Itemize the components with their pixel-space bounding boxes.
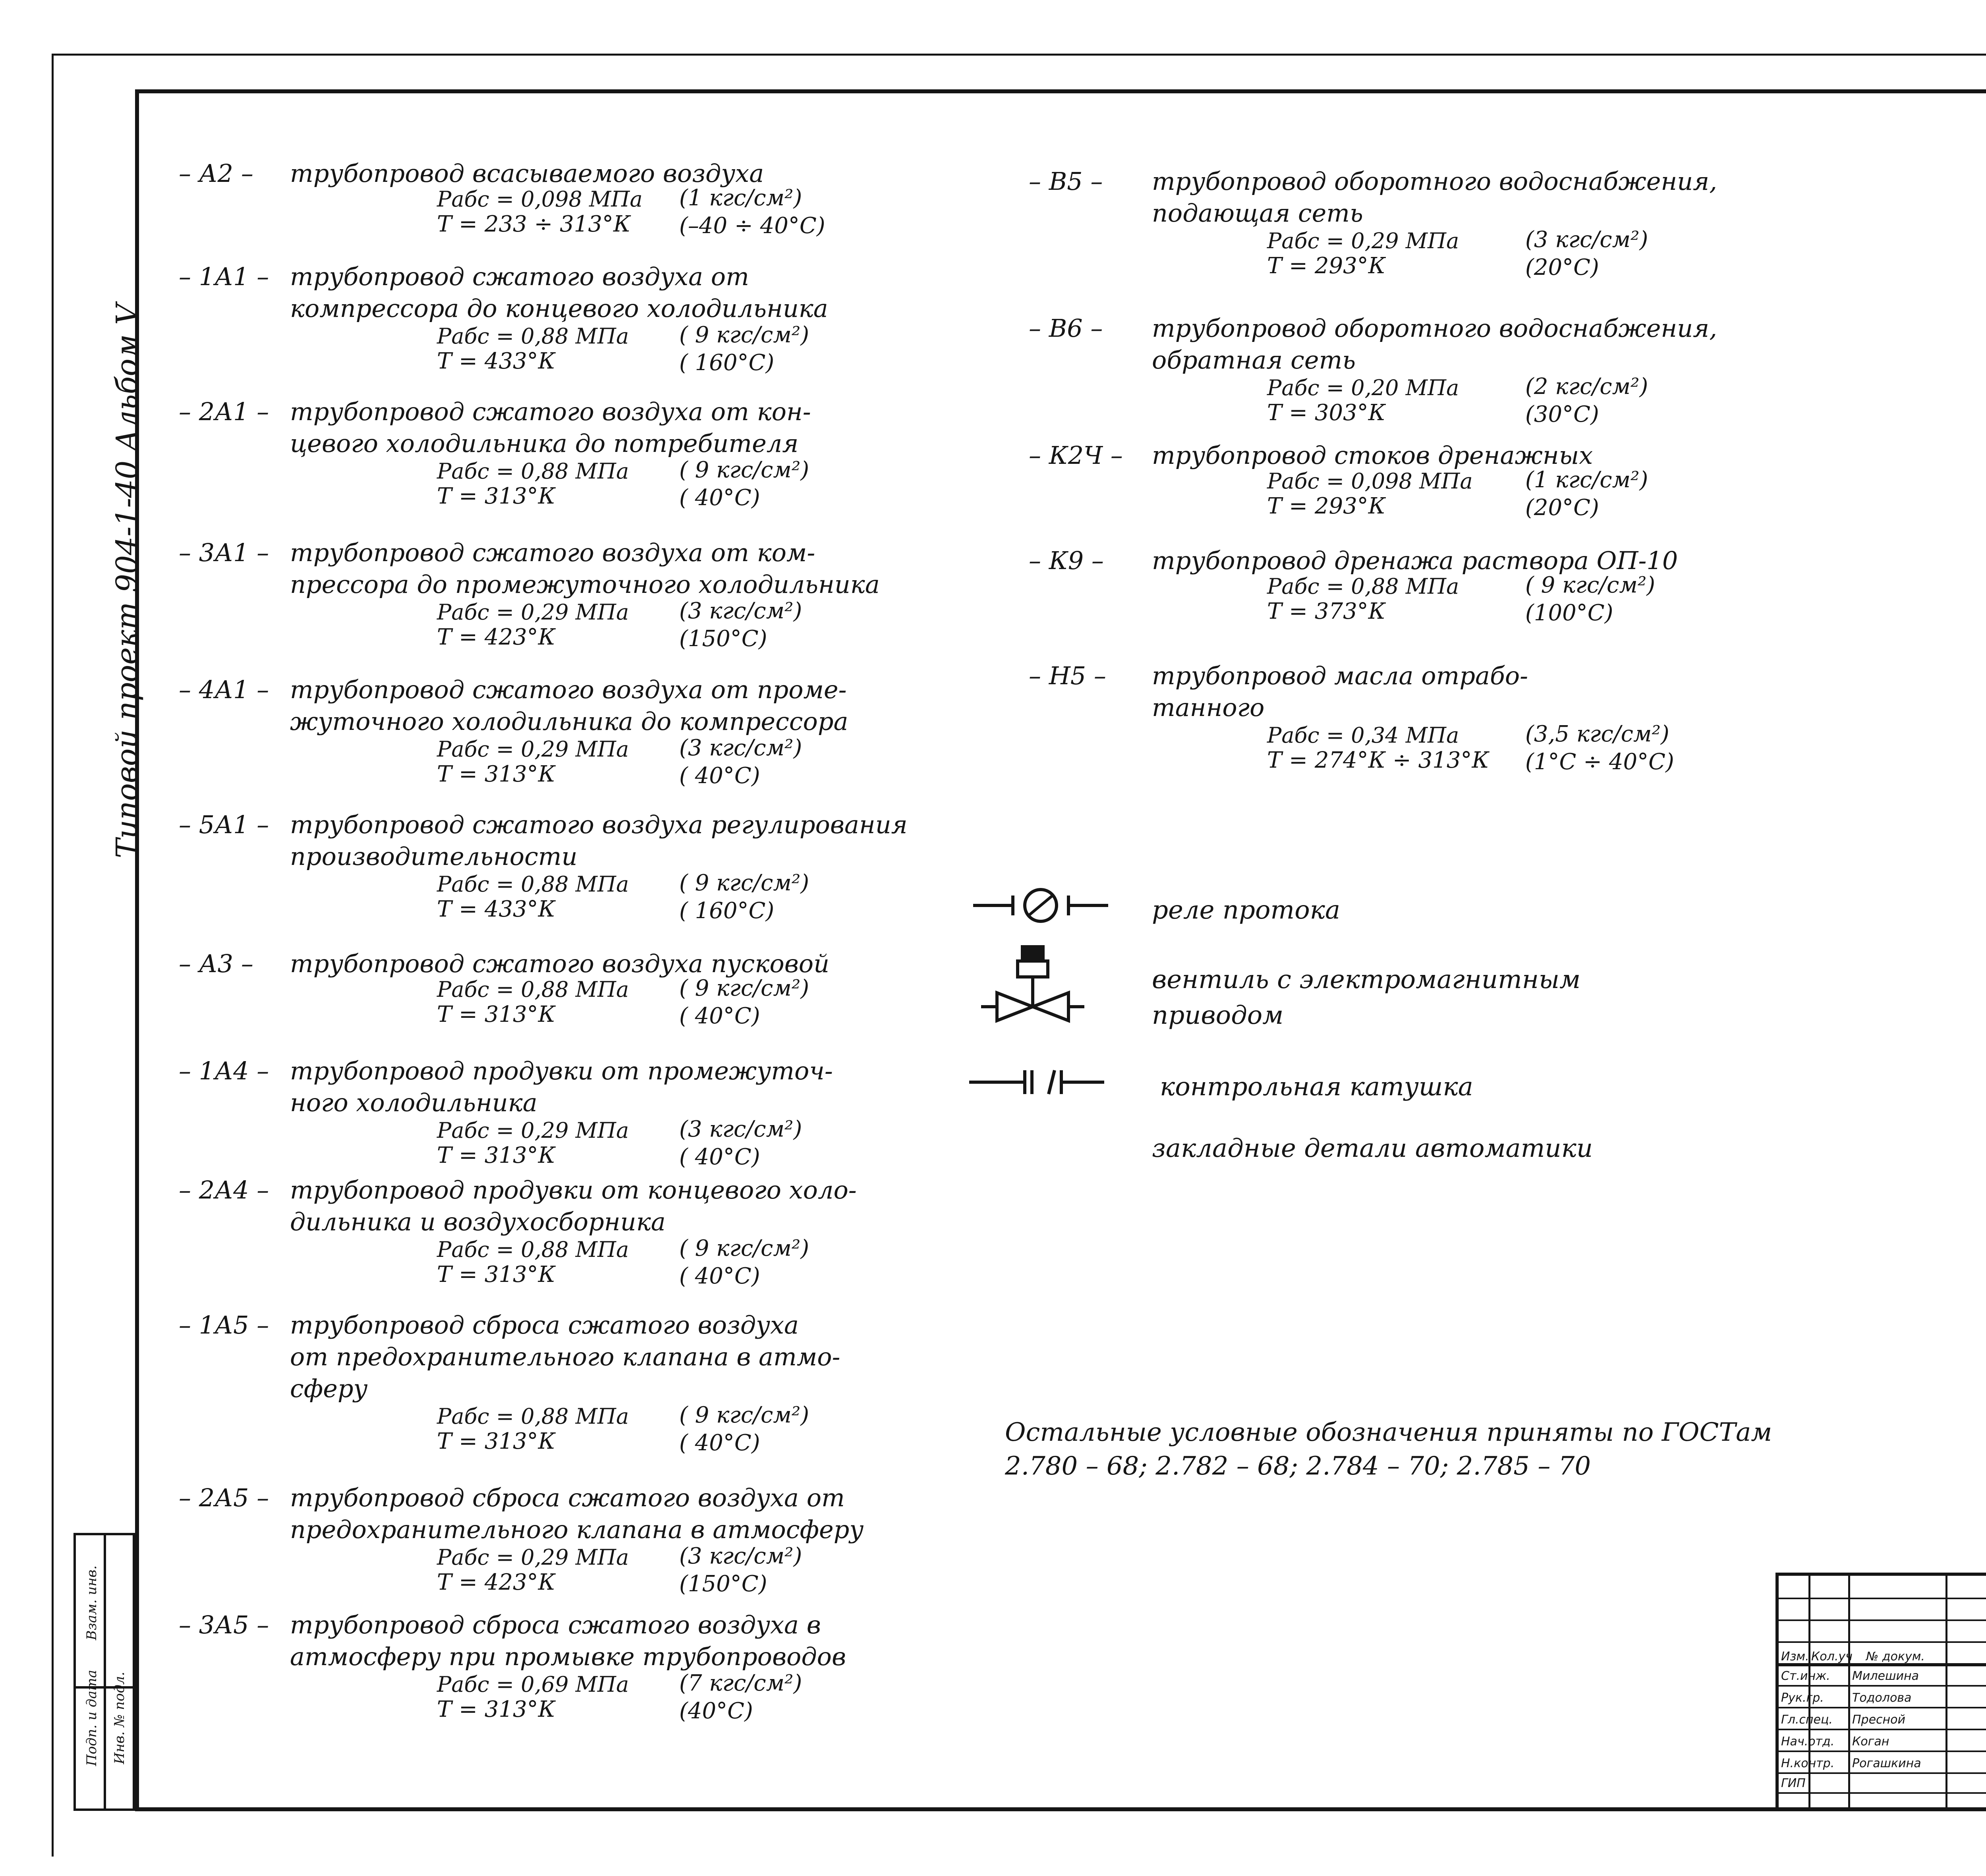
- entry-temperature: Т = 303°К: [1267, 400, 1386, 426]
- entry-desc-line-1: трубопровод сжатого воздуха от кон-: [290, 397, 811, 426]
- entry-temperature-c: (150°С): [679, 1571, 767, 1597]
- entry-desc-line-2: танного: [1152, 693, 1265, 722]
- entry-desc-line-1: трубопровод стоков дренажных: [1152, 441, 1593, 470]
- flow-relay-icon: [973, 884, 1108, 927]
- entry-pressure-kgf: (3,5 кгс/см²): [1525, 721, 1669, 747]
- entry-desc-line-2: цевого холодильника до потребителя: [290, 429, 799, 458]
- entry-temperature: Т = 313°К: [437, 1143, 556, 1168]
- entry-temperature-c: (1°С ÷ 40°С): [1525, 749, 1674, 775]
- entry-temperature-c: ( 40°С): [679, 763, 760, 789]
- entry-temperature: Т = 274°К ÷ 313°К: [1267, 747, 1489, 773]
- entry-desc-line-2: компрессора до концевого холодильника: [290, 294, 828, 323]
- tb-staff-role: Нач.отд.: [1781, 1735, 1835, 1749]
- entry-temperature: Т = 233 ÷ 313°К: [437, 211, 631, 237]
- entry-desc-line-2: обратная сеть: [1152, 345, 1356, 374]
- entry-desc-line-1: трубопровод продувки от концевого холо-: [290, 1175, 857, 1204]
- side-stamp-text-2: Подп. и дата: [84, 1669, 100, 1766]
- tb-staff-name: Пресной: [1852, 1713, 1906, 1727]
- entry-pressure: Рабс = 0,88 МПа: [437, 1237, 629, 1262]
- side-project-label: Типовой проект 904-1-40 Альбом V: [110, 303, 144, 859]
- entry-temperature: Т = 433°К: [437, 896, 556, 922]
- solenoid-valve-label-1: вентиль с электромагнитным: [1152, 965, 1581, 994]
- entry-pressure: Рабс = 0,29 МПа: [1267, 228, 1459, 253]
- entry-desc-line-2: атмосферу при промывке трубопроводов: [290, 1642, 846, 1671]
- tb-header-rev: Изм.: [1781, 1650, 1809, 1664]
- solenoid-valve-icon: [981, 941, 1084, 1033]
- entry-pressure-kgf: (3 кгс/см²): [679, 1543, 802, 1569]
- entry-temperature: Т = 313°К: [437, 1262, 556, 1287]
- entry-temperature: Т = 373°К: [1267, 598, 1386, 624]
- tb-staff-name: Тодолова: [1852, 1691, 1912, 1705]
- entry-code: – К9 –: [1029, 546, 1104, 575]
- entry-pressure-kgf: (3 кгс/см²): [679, 1116, 802, 1142]
- entry-temperature: Т = 423°К: [437, 624, 556, 650]
- tb-staff-role: Гл.спец.: [1781, 1713, 1833, 1727]
- entry-code: – 2А5 –: [179, 1483, 269, 1512]
- entry-pressure-kgf: (2 кгс/см²): [1525, 374, 1648, 400]
- entry-pressure: Рабс = 0,88 МПа: [437, 977, 629, 1002]
- entry-temperature: Т = 313°К: [437, 1428, 556, 1454]
- entry-pressure: Рабс = 0,34 МПа: [1267, 723, 1459, 748]
- entry-desc-line-2: предохранительного клапана в атмосферу: [290, 1515, 864, 1544]
- entry-pressure-kgf: (3 кгс/см²): [1525, 227, 1648, 253]
- flow-relay-label: реле протока: [1152, 896, 1341, 925]
- tb-staff-name: Рогашкина: [1852, 1756, 1921, 1770]
- entry-code: – 4А1 –: [179, 675, 269, 704]
- entry-pressure-kgf: (7 кгс/см²): [679, 1670, 802, 1696]
- entry-code: – 3А5 –: [179, 1610, 269, 1639]
- entry-temperature: Т = 313°К: [437, 1002, 556, 1027]
- entry-temperature-c: (20°С): [1525, 495, 1599, 521]
- entry-desc-line-2: прессора до промежуточного холодильника: [290, 570, 880, 599]
- entry-pressure-kgf: ( 9 кгс/см²): [679, 457, 809, 483]
- entry-pressure-kgf: (3 кгс/см²): [679, 598, 802, 624]
- tb-header-qty: Кол.уч: [1811, 1650, 1853, 1664]
- entry-temperature-c: ( 40°С): [679, 485, 760, 511]
- entry-pressure-kgf: (1 кгс/см²): [1525, 467, 1648, 493]
- title-block: [1775, 1573, 1986, 1811]
- entry-code: – 2А1 –: [179, 397, 269, 426]
- automation-parts-label: закладные детали автоматики: [1152, 1134, 1593, 1163]
- entry-pressure: Рабс = 0,88 МПа: [437, 872, 629, 897]
- entry-code: – 1А5 –: [179, 1310, 269, 1339]
- entry-pressure-kgf: ( 9 кгс/см²): [679, 322, 809, 348]
- entry-desc-line-1: трубопровод сжатого воздуха пусковой: [290, 949, 830, 978]
- entry-temperature-c: (100°С): [1525, 600, 1613, 626]
- side-stamp-text-1: Взам. инв.: [84, 1565, 100, 1641]
- tb-staff-name: Милешина: [1852, 1669, 1919, 1683]
- entry-pressure: Рабс = 0,29 МПа: [437, 1118, 629, 1143]
- entry-desc-line-1: трубопровод сброса сжатого воздуха в: [290, 1610, 821, 1639]
- entry-code: – 1А4 –: [179, 1056, 269, 1085]
- entry-pressure: Рабс = 0,29 МПа: [437, 737, 629, 762]
- entry-code: – 2А4 –: [179, 1175, 269, 1204]
- entry-temperature: Т = 313°К: [437, 483, 556, 509]
- entry-temperature: Т = 293°К: [1267, 253, 1386, 279]
- tb-header-docno: № докум.: [1866, 1650, 1925, 1664]
- tb-staff-role: Н.контр.: [1781, 1756, 1835, 1770]
- entry-code: – К2Ч –: [1029, 441, 1123, 470]
- entry-temperature: Т = 293°К: [1267, 493, 1386, 519]
- entry-desc-line-2: жуточного холодильника до компрессора: [290, 707, 848, 736]
- test-coil-label: контрольная катушка: [1160, 1072, 1473, 1102]
- gost-note-line-2: 2.780 – 68; 2.782 – 68; 2.784 – 70; 2.785 – 70: [1005, 1451, 1591, 1481]
- entry-pressure: Рабс = 0,69 МПа: [437, 1672, 629, 1697]
- entry-desc-line-2: от предохранительного клапана в атмо-: [290, 1342, 840, 1371]
- entry-temperature: Т = 313°К: [437, 1697, 556, 1722]
- entry-code: – В5 –: [1029, 167, 1103, 196]
- entry-code: – А3 –: [179, 949, 253, 978]
- entry-code: – 5А1 –: [179, 810, 269, 839]
- entry-desc-line-1: трубопровод сжатого воздуха от ком-: [290, 538, 815, 567]
- entry-pressure-kgf: (1 кгс/см²): [679, 185, 802, 211]
- outer-border-left: [52, 54, 54, 1857]
- test-coil-icon: [969, 1064, 1104, 1100]
- side-stamp-text-3: Инв. № подл.: [112, 1671, 128, 1764]
- side-stamp: [73, 1533, 135, 1811]
- entry-desc-line-1: трубопровод всасываемого воздуха: [290, 159, 764, 188]
- entry-temperature: Т = 423°К: [437, 1569, 556, 1595]
- entry-temperature-c: (–40 ÷ 40°С): [679, 213, 825, 239]
- entry-code: – 1А1 –: [179, 262, 269, 291]
- tb-staff-role: Ст.инж.: [1781, 1669, 1830, 1683]
- entry-pressure: Рабс = 0,098 МПа: [437, 187, 643, 212]
- entry-desc-line-1: трубопровод оборотного водоснабжения,: [1152, 314, 1717, 343]
- entry-desc-line-1: трубопровод сжатого воздуха от проме-: [290, 675, 847, 704]
- tb-staff-name: Коган: [1852, 1735, 1889, 1749]
- entry-code: – В6 –: [1029, 314, 1103, 343]
- entry-desc-line-1: трубопровод дренажа раствора ОП-10: [1152, 546, 1678, 575]
- entry-desc-line-1: трубопровод сжатого воздуха от: [290, 262, 749, 291]
- entry-pressure: Рабс = 0,88 МПа: [1267, 574, 1459, 599]
- entry-temperature-c: (150°С): [679, 626, 767, 652]
- entry-temperature-c: ( 40°С): [679, 1430, 760, 1456]
- entry-temperature-c: ( 40°С): [679, 1144, 760, 1170]
- entry-desc-line-1: трубопровод масла отрабо-: [1152, 661, 1528, 690]
- entry-pressure-kgf: ( 9 кгс/см²): [679, 870, 809, 896]
- entry-pressure-kgf: ( 9 кгс/см²): [1525, 572, 1656, 598]
- entry-code: – 3А1 –: [179, 538, 269, 567]
- entry-desc-line-3: сферу: [290, 1374, 368, 1403]
- entry-temperature-c: (40°С): [679, 1698, 753, 1724]
- entry-desc-line-2: подающая сеть: [1152, 199, 1363, 228]
- tb-staff-role: Рук.гр.: [1781, 1691, 1824, 1705]
- entry-pressure: Рабс = 0,098 МПа: [1267, 469, 1473, 494]
- entry-desc-line-1: трубопровод сброса сжатого воздуха: [290, 1310, 799, 1339]
- outer-border-top: [52, 54, 1986, 56]
- entry-code: – А2 –: [179, 159, 253, 188]
- entry-desc-line-2: ного холодильника: [290, 1088, 537, 1117]
- entry-pressure-kgf: ( 9 кгс/см²): [679, 1402, 809, 1428]
- entry-pressure-kgf: ( 9 кгс/см²): [679, 975, 809, 1001]
- entry-pressure-kgf: ( 9 кгс/см²): [679, 1235, 809, 1261]
- entry-temperature: Т = 433°К: [437, 348, 556, 374]
- gost-note-line-1: Остальные условные обозначения приняты по ГОСТам: [1005, 1418, 1772, 1447]
- entry-pressure: Рабс = 0,29 МПа: [437, 1545, 629, 1570]
- entry-temperature-c: ( 160°С): [679, 898, 775, 924]
- entry-temperature-c: (30°С): [1525, 401, 1599, 427]
- entry-pressure: Рабс = 0,88 МПа: [437, 1404, 629, 1429]
- entry-pressure: Рабс = 0,20 МПа: [1267, 375, 1459, 400]
- entry-temperature: Т = 313°К: [437, 761, 556, 787]
- entry-desc-line-1: трубопровод продувки от промежуточ-: [290, 1056, 833, 1085]
- entry-temperature-c: ( 40°С): [679, 1263, 760, 1289]
- entry-pressure: Рабс = 0,29 МПа: [437, 600, 629, 625]
- entry-desc-line-1: трубопровод сжатого воздуха регулирования: [290, 810, 908, 839]
- solenoid-valve-label-2: приводом: [1152, 1001, 1284, 1030]
- entry-pressure: Рабс = 0,88 МПа: [437, 324, 629, 349]
- entry-pressure: Рабс = 0,88 МПа: [437, 459, 629, 484]
- entry-pressure-kgf: (3 кгс/см²): [679, 735, 802, 761]
- entry-desc-line-2: производительности: [290, 842, 578, 871]
- entry-code: – Н5 –: [1029, 661, 1106, 690]
- entry-desc-line-2: дильника и воздухосборника: [290, 1207, 666, 1236]
- entry-temperature-c: (20°С): [1525, 255, 1599, 280]
- entry-temperature-c: ( 40°С): [679, 1003, 760, 1029]
- entry-desc-line-1: трубопровод оборотного водоснабжения,: [1152, 167, 1717, 196]
- entry-desc-line-1: трубопровод сброса сжатого воздуха от: [290, 1483, 845, 1512]
- tb-staff-role: ГИП: [1781, 1776, 1806, 1790]
- entry-temperature-c: ( 160°С): [679, 350, 775, 376]
